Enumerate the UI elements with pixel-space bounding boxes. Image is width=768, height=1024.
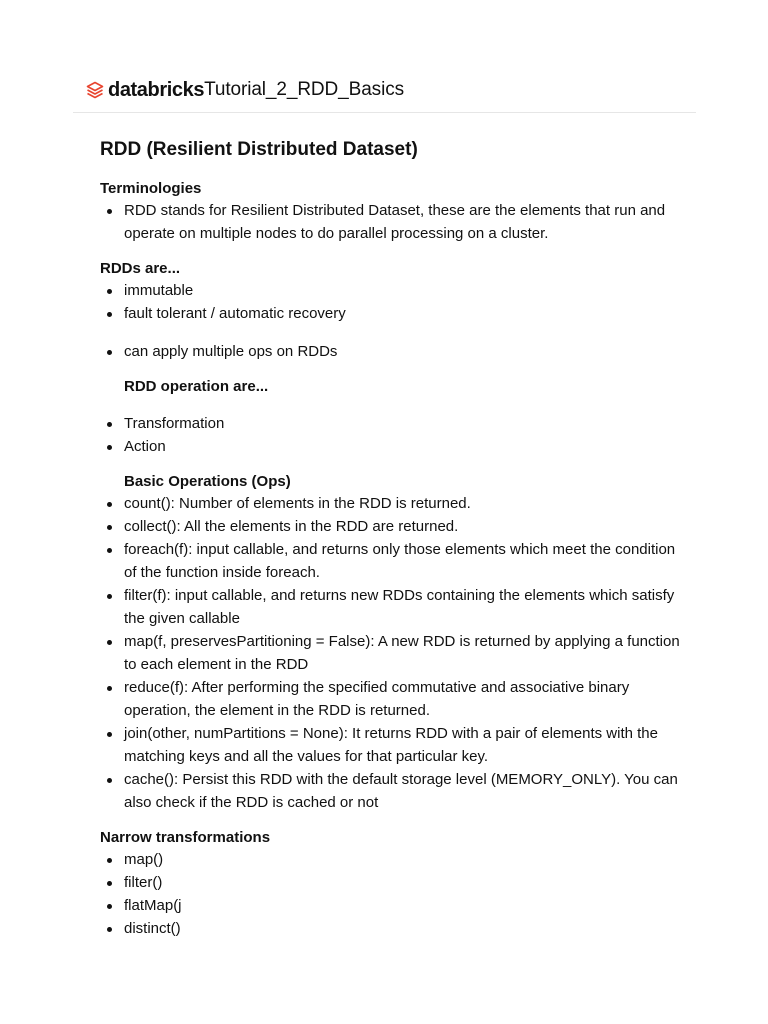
list-item: immutable: [100, 279, 690, 302]
narrow-transformations-heading: Narrow transformations: [100, 829, 271, 846]
list-item: flatMap(j: [100, 894, 690, 917]
notebook-content: [100, 138, 690, 940]
list-item: foreach(f): input callable, and returns only those elements which meet the condition of the function inside foreach.: [100, 538, 690, 584]
list-item: fault tolerant / automatic recovery: [100, 302, 690, 325]
narrow-transformations-list: [100, 848, 690, 940]
list-item: count(): Number of elements in the RDD is returned.: [100, 492, 690, 515]
list-item: filter(f): input callable, and returns new RDDs containing the elements which satisfy the given callable: [100, 584, 690, 630]
list-item: Action: [100, 435, 690, 458]
list-item: filter(): [100, 871, 690, 894]
list-item: RDD stands for Resilient Distributed Dataset, these are the elements that run and operate on multiple nodes to do parallel processing on a cluster.: [100, 199, 690, 245]
list-item: collect(): All the elements in the RDD are returned.: [100, 515, 690, 538]
brand-name: databricks: [108, 78, 205, 101]
rdds-are-heading: RDDs are...: [100, 260, 181, 277]
rdd-operation-heading: RDD operation are...: [124, 378, 269, 395]
list-item: distinct(): [100, 917, 690, 940]
list-item: can apply multiple ops on RDDs: [100, 340, 690, 363]
notebook-title: Tutorial_2_RDD_Basics: [204, 79, 405, 100]
notebook-header: [86, 78, 404, 102]
terminologies-heading: Terminologies: [100, 180, 202, 197]
databricks-logo-icon: [86, 81, 104, 99]
rdds-are-list: [100, 279, 690, 325]
list-item: join(other, numPartitions = None): It returns RDD with a pair of elements with the matching keys and all the values for that particular key.: [100, 722, 690, 768]
header-divider: [73, 112, 696, 113]
list-item: cache(): Persist this RDD with the default storage level (MEMORY_ONLY). You can also check if the RDD is cached or not: [100, 768, 690, 814]
rdds-are-extra-list: [100, 340, 690, 363]
basic-ops-heading: Basic Operations (Ops): [124, 473, 291, 490]
list-item: map(): [100, 848, 690, 871]
rdd-operation-list: [100, 412, 690, 458]
basic-ops-list: [100, 492, 690, 814]
list-item: map(f, preservesPartitioning = False): A new RDD is returned by applying a function to each element in the RDD: [100, 630, 690, 676]
list-item: Transformation: [100, 412, 690, 435]
terminologies-list: [100, 199, 690, 245]
list-item: reduce(f): After performing the specified commutative and associative binary operation, the element in the RDD is returned.: [100, 676, 690, 722]
page-title: RDD (Resilient Distributed Dataset): [100, 139, 418, 160]
